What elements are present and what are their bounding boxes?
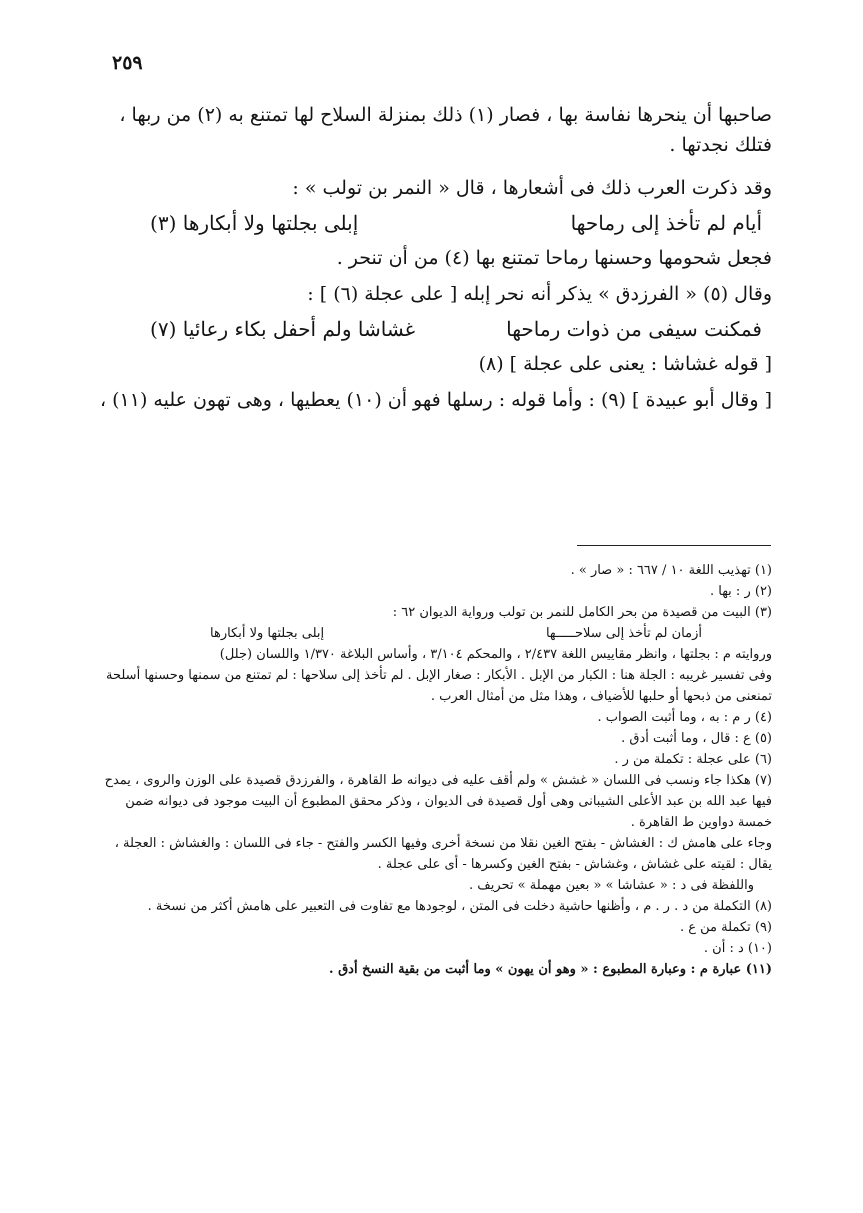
footnote: (٥) ع : قال ، وما أثبت أدق . bbox=[621, 731, 772, 746]
verse-first-hemistich: فمكنت سيفى من ذوات رماحها bbox=[506, 317, 762, 341]
footnotes bbox=[90, 560, 772, 980]
main-paragraph: وقال (٥) « الفرزدق » يذكر أنه نحر إبله [ على عجلة (٦) ] : bbox=[307, 283, 772, 305]
footnote: (١١) عبارة م : وعبارة المطبوع : « وهو أن يهون » وما أثبت من بقية النسخ أدق . bbox=[329, 962, 772, 977]
poem-verse bbox=[90, 312, 772, 346]
page-number: ٢٥٩ bbox=[112, 52, 143, 74]
footnote: (٧) هكذا جاء ونسب فى اللسان « غشش » ولم أقف عليه فى ديوانه ط القاهرة ، والفرزدق قصيدة على الوزن والروى ، يمدح فيها عبد الله بن عبد الأعلى الشيبانى وهى أول قصيدة فى الديوان ، وذكر محقق المطبوع أن البيت موجود فى ديوانه ضمن خمسة دواوين ط القاهرة . bbox=[104, 773, 772, 830]
footnote: وفى تفسير غريبه : الجلة هنا : الكبار من الإبل . الأبكار : صغار الإبل . لم تأخذ إلى سلاحها : لم تمتنع من سمنها وحسنها أسلحة تمنعنى من ذبحها أو حلبها للأضياف ، وهذا مثل من أمثال العرب . bbox=[106, 668, 772, 704]
footnote: (٦) على عجلة : تكملة من ر . bbox=[614, 752, 772, 767]
poem-verse bbox=[90, 206, 772, 240]
verse-first-hemistich: أزمان لم تأخذ إلى سلاحـــــها bbox=[545, 626, 702, 641]
footnote-divider bbox=[577, 545, 771, 546]
verse-first-hemistich: أيام لم تأخذ إلى رماحها bbox=[570, 211, 762, 235]
footnote: (٤) ر م : به ، وما أثبت الصواب . bbox=[597, 710, 772, 725]
footnote: (٣) البيت من قصيدة من بحر الكامل للنمر بن تولب ورواية الديوان ٦٢ : bbox=[392, 605, 772, 620]
main-paragraph: [ وقال أبو عبيدة ] (٩) : وأما قوله : رسلها فهو أن (١٠) يعطيها ، وهى تهون عليه (١١) ، bbox=[99, 389, 772, 411]
footnote: وجاء على هامش ك : الغشاش - بفتح الغين نقلا من نسخة أخرى وفيها الكسر والفتح - جاء فى اللسان : والغشاش : العجلة ، يقال : لقيته على غشاش ، وغشاش - بفتح الغين وكسرها - أى على عجلة . bbox=[114, 836, 772, 872]
footnote: (١٠) د : أن . bbox=[703, 941, 772, 956]
main-paragraph: فجعل شحومها وحسنها رماحا تمتنع بها (٤) من أن تنحر . bbox=[336, 247, 772, 269]
footnote: (٩) تكملة من ع . bbox=[680, 920, 772, 935]
verse-second-hemistich: إبلى بجلتها ولا أبكارها (٣) bbox=[150, 211, 359, 235]
footnote: (٨) التكملة من د . ر . م ، وأظنها حاشية دخلت فى المتن ، لوجودها مع تفاوت فى التعبير على هامش أكثر من نسخة . bbox=[147, 899, 772, 914]
verse-second-hemistich: غشاشا ولم أحفل بكاء رعائيا (٧) bbox=[150, 317, 416, 341]
footnote: وروايته م : بجلتها ، وانظر مقاييس اللغة ٢/٤٣٧ ، والمحكم ٣/١٠٤ ، وأساس البلاغة ١/٣٧٠ واللسان (جلل) bbox=[219, 647, 772, 662]
footnote: (١) تهذيب اللغة ١٠ / ٦٦٧ : « صار » . bbox=[570, 563, 772, 578]
verse-second-hemistich: إبلى بجلتها ولا أبكارها bbox=[210, 626, 325, 641]
main-paragraph: صاحبها أن ينحرها نفاسة بها ، فصار (١) ذلك بمنزلة السلاح لها تمتنع به (٢) من ربها ، فتلك نجدتها . bbox=[119, 104, 772, 156]
footnote: (٢) ر : بها . bbox=[709, 584, 772, 599]
footnote: واللفظة فى د : « عشاشا » « بعين مهملة » تحريف . bbox=[469, 878, 754, 893]
footnote-verse bbox=[90, 623, 772, 644]
main-paragraph: وقد ذكرت العرب ذلك فى أشعارها ، قال « النمر بن تولب » : bbox=[292, 177, 772, 199]
main-text bbox=[90, 100, 772, 418]
main-paragraph: [ قوله غشاشا : يعنى على عجلة ] (٨) bbox=[478, 353, 772, 375]
